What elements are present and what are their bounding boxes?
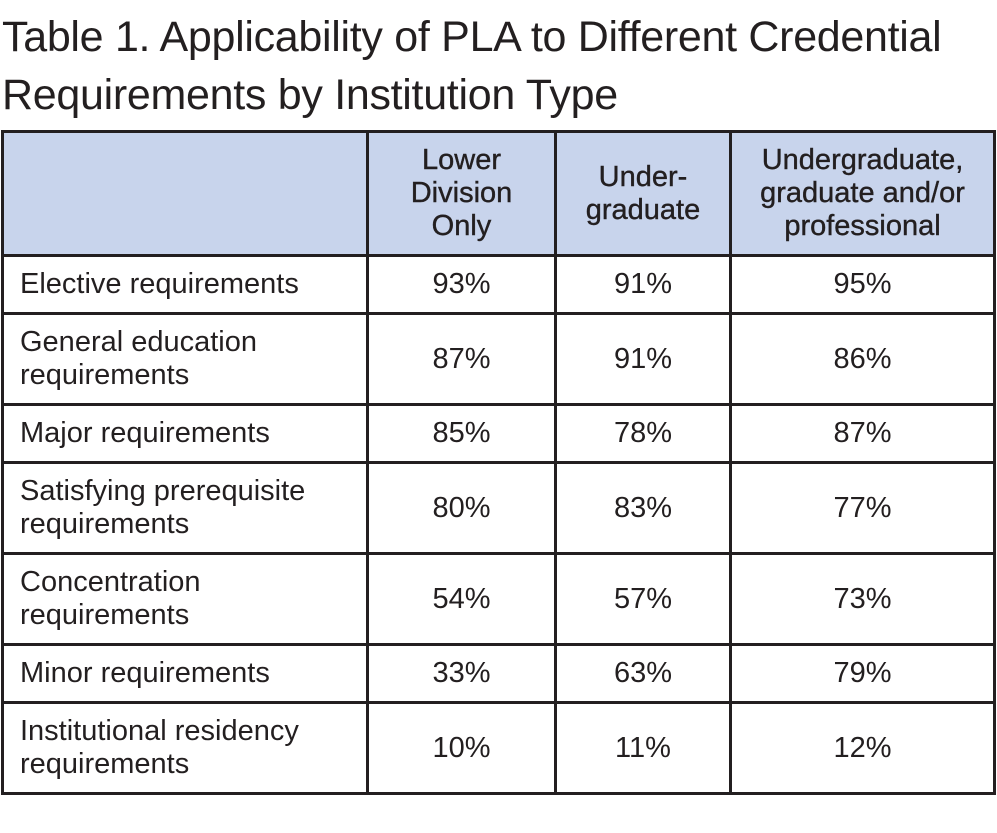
header-cell-blank — [3, 132, 368, 256]
cell-undergrad-grad-professional: 79% — [731, 645, 995, 703]
table-row — [3, 463, 995, 554]
table-title: Table 1. Applicability of PLA to Different Credential Requirements by Institution Type — [2, 13, 942, 119]
cell-undergraduate: 63% — [556, 645, 731, 703]
cell-undergrad-grad-professional: 73% — [731, 554, 995, 645]
cell-undergraduate: 91% — [556, 314, 731, 405]
header-cell-lower-division: Lower Division Only — [368, 132, 556, 256]
header-row — [3, 132, 995, 256]
table-row — [3, 314, 995, 405]
cell-lower-division: 87% — [368, 314, 556, 405]
cell-lower-division: 80% — [368, 463, 556, 554]
header-cell-undergraduate: Under-graduate — [556, 132, 731, 256]
pla-applicability-table — [1, 130, 996, 795]
cell-undergraduate: 91% — [556, 256, 731, 314]
header-cell-undergrad-grad-professional: Undergraduate, graduate and/or professional — [731, 132, 995, 256]
row-label: Satisfying prerequisite requirements — [3, 463, 368, 554]
cell-undergraduate: 57% — [556, 554, 731, 645]
cell-undergrad-grad-professional: 12% — [731, 703, 995, 794]
cell-undergraduate: 83% — [556, 463, 731, 554]
row-label: Minor requirements — [3, 645, 368, 703]
cell-undergrad-grad-professional: 87% — [731, 405, 995, 463]
table-row — [3, 645, 995, 703]
table-row — [3, 405, 995, 463]
cell-undergrad-grad-professional: 77% — [731, 463, 995, 554]
cell-lower-division: 33% — [368, 645, 556, 703]
row-label: Institutional residency requirements — [3, 703, 368, 794]
cell-lower-division: 54% — [368, 554, 556, 645]
cell-lower-division: 93% — [368, 256, 556, 314]
cell-undergrad-grad-professional: 86% — [731, 314, 995, 405]
cell-lower-division: 10% — [368, 703, 556, 794]
row-label: Major requirements — [3, 405, 368, 463]
row-label: General education requirements — [3, 314, 368, 405]
cell-undergraduate: 78% — [556, 405, 731, 463]
table-row — [3, 703, 995, 794]
row-label: Elective requirements — [3, 256, 368, 314]
row-label: Concentration requirements — [3, 554, 368, 645]
cell-lower-division: 85% — [368, 405, 556, 463]
cell-undergrad-grad-professional: 95% — [731, 256, 995, 314]
table-row — [3, 554, 995, 645]
cell-undergraduate: 11% — [556, 703, 731, 794]
table-row — [3, 256, 995, 314]
